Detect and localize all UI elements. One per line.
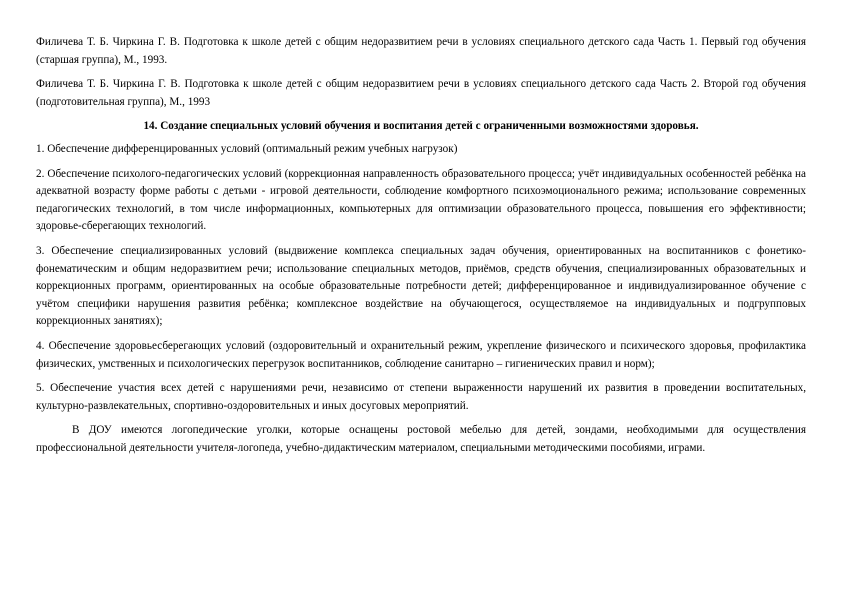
list-item: 4. Обеспечение здоровьесберегающих условий (оздоровительный и охранительный режим, укрепление физического и психического здоровья, профилактика физических, умственных и психологических перегрузок воспитанников, соблюдение санитарно – гигиенических правил и норм);: [36, 339, 806, 370]
list-item: 5. Обеспечение участия всех детей с нарушениями речи, независимо от степени выраженности нарушений их развития в проведении воспитательных, культурно-развлекательных, спортивно-оздоровительных и иных досуговых мероприятий.: [36, 382, 806, 412]
reference-2: Филичева Т. Б. Чиркина Г. В. Подготовка к школе детей с общим недоразвитием речи в условиях специального детского сада Часть 2. Второй год обучения (подготовительная группа), М., 1993: [36, 78, 806, 108]
list-item: 1. Обеспечение дифференцированных условий (оптимальный режим учебных нагрузок): [36, 142, 458, 155]
document-page: [36, 34, 806, 457]
closing-paragraph: В ДОУ имеются логопедические уголки, которые оснащены ростовой мебелью для детей, зондами, необходимыми для осуществления профессиональной деятельности учителя-логопеда, учебно-дидактическим материалом, специальными методическими пособиями, играми.: [36, 424, 806, 454]
reference-1: Филичева Т. Б. Чиркина Г. В. Подготовка к школе детей с общим недоразвитием речи в условиях специального детского сада Часть 1. Первый год обучения (старшая группа), М., 1993.: [36, 36, 806, 66]
section-heading: 14. Создание специальных условий обучения и воспитания детей с ограниченными возможностями здоровья.: [143, 120, 699, 133]
list-item: 2. Обеспечение психолого-педагогических условий (коррекционная направленность образовательного процесса; учёт индивидуальных особенностей ребёнка на адекватной возрасту форме работы с детьми - игровой деятельности, соблюдение комфортного психоэмоционального режима; использование современных педагогических технологий, в том числе информационных, компьютерных для оптимизации образовательного процесса, повышения его эффективности; здоровье-сберегающих технологий.: [36, 167, 806, 233]
list-item: 3. Обеспечение специализированных условий (выдвижение комплекса специальных задач обучения, ориентированных на воспитанников с фонетико-фонематическим и общим недоразвитием речи; использование специальных методов, приёмов, средств обучения, специализированных образовательных и коррекционных программ, ориентированных на особые образовательные потребности детей; дифференцированное и индивидуализированное обучение с учётом специфики нарушения развития ребёнка; комплексное воздействие на обучающегося, осуществляемое на индивидуальных и подгрупповых коррекционных занятиях);: [36, 244, 806, 328]
